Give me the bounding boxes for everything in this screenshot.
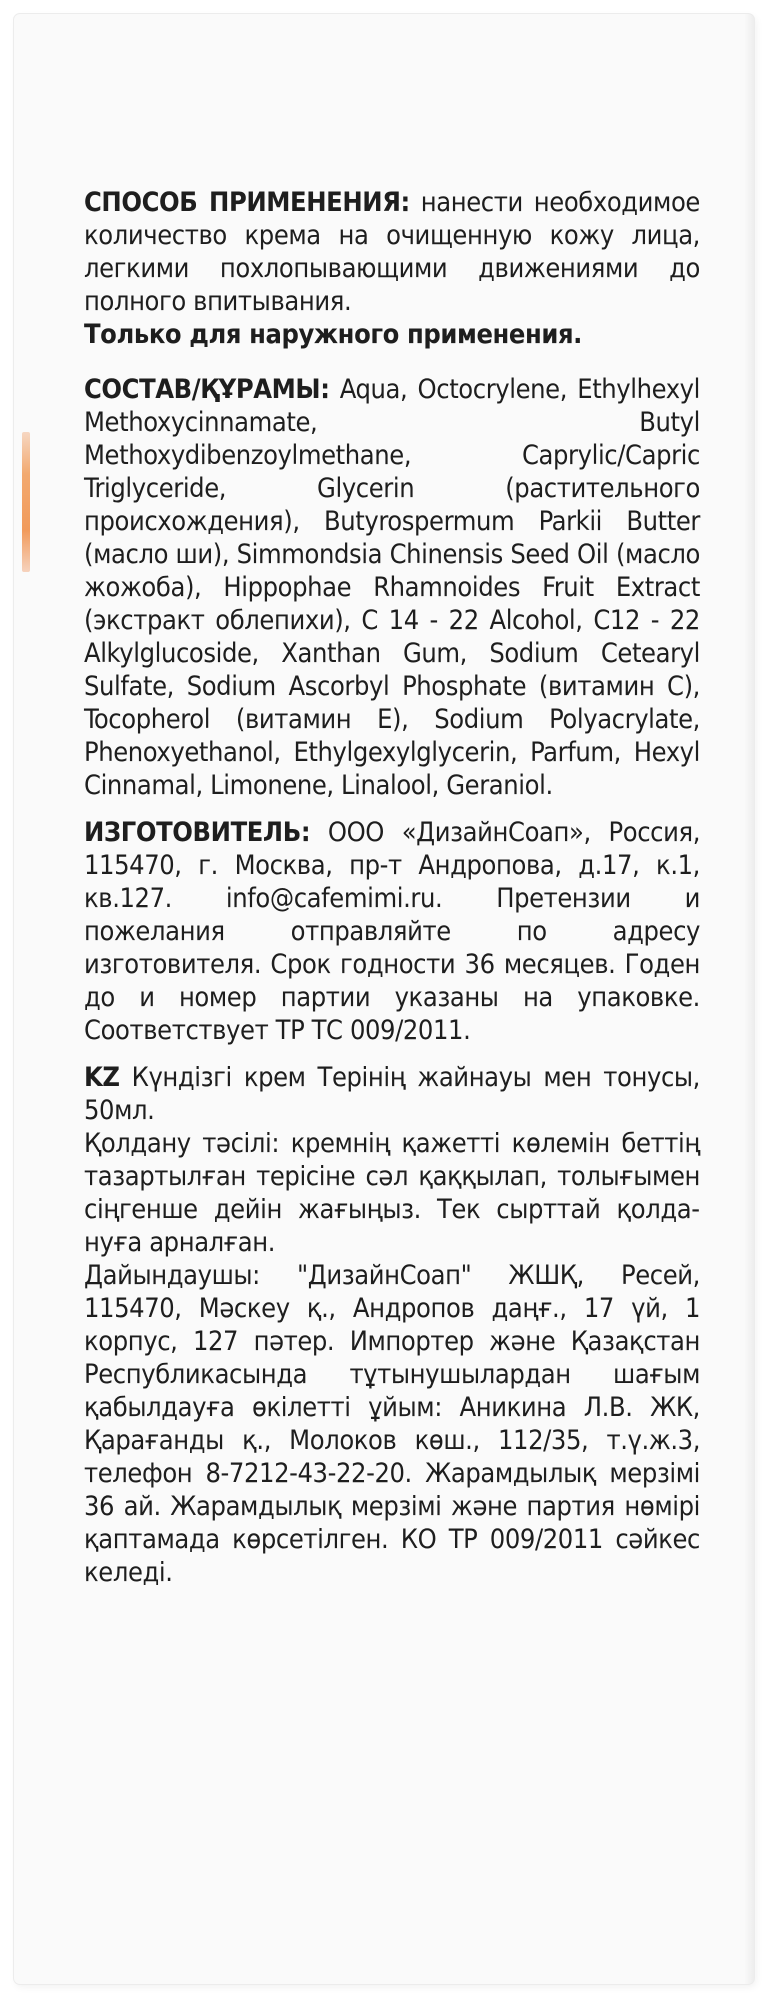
kz-manufacturer-paragraph: Дайындаушы: "ДизайнСоап" ЖШҚ, Ресей, 115470, Мәскеу қ., Андропов даңғ., 17 үй, 1 корпус, 127 пәтер. Импортер және Қазақстан Республикасында тұтынушылардан шағым қабылдауға өкілетті ұйым: Аникина Л.В. ЖК, Қарағанды қ., Молоков көш., 112/35, т.ү.ж.3, телефон 8-7212-43-22-20. Жарамдылық мерзімі 36 ай. Жарамдылық мерзімі және партия нөмірі қаптамада көрсетілген. КО ТР 009/2011 сәйкес келеді.: [84, 1260, 700, 1588]
manufacturer-text: ООО «ДизайнСоап», Россия, 115470, г. Москва, пр-т Андропова, д.17, к.1, кв.127. info@cafemimi.ru. Претензии и пожелания отправляйте по адресу изготовителя. Срок годности 36 месяцев. Годен до и номер партии указаны на упаковке. Соответствует ТР ТС 009/2011.: [84, 817, 701, 1046]
manufacturer-paragraph: [84, 816, 700, 1047]
kz-usage-paragraph: Қолдану тәсілі: кремнің қажетті көлемін беттің тазартылған терісіне сәл қаққылап, толығымен сіңгенше дейін жағыңыз. Тек сырттай қолдануға арналған.: [84, 1128, 700, 1258]
kz-title-paragraph: [84, 1061, 700, 1127]
usage-label: СПОСОБ ПРИМЕНЕНИЯ:: [84, 187, 410, 218]
label-text-block: [84, 186, 700, 1589]
external-use-note: Только для наружного применения.: [84, 319, 583, 350]
accent-stripe: [22, 432, 30, 572]
composition-text: Aqua, Octocrylene, Ethylhexyl Methoxycinnamate, Butyl Methoxydibenzoylmethane, Caprylic/Capric Triglyceride, Glycerin (растительного происхождения), Butyrospermum Parkii Butter (масло ши), Simmondsia Chinensis Seed Oil (масло жожоба), Hippophae Rhamnoides Fruit Extract (экстракт облепихи), C 14 - 22 Alcohol, C12 - 22 Alkylglucoside, Xanthan Gum, Sodium Cetearyl Sulfate, Sodium Ascorbyl Phosphate (витамин C), Tocopherol (витамин E), Sodium Polyacrylate, Phenoxyethanol, Ethylgexylglycerin, Parfum, Hexyl Cinnamal, Limonene, Linalool, Geraniol.: [84, 374, 700, 801]
kz-title: Күндізгі крем Терінің жайнауы мен тонусы, 50мл.: [84, 1062, 700, 1126]
composition-label: СОСТАВ/ҚҰРАМЫ:: [84, 374, 330, 405]
usage-text: нанести необходимое количество крема на очищенную кожу лица, легкими похлопывающими движениями до полного впитывания.: [84, 187, 700, 317]
manufacturer-label: ИЗГОТОВИТЕЛЬ:: [84, 817, 311, 848]
composition-paragraph: [84, 373, 700, 802]
usage-paragraph: [84, 186, 700, 318]
kz-label: KZ: [84, 1062, 120, 1093]
